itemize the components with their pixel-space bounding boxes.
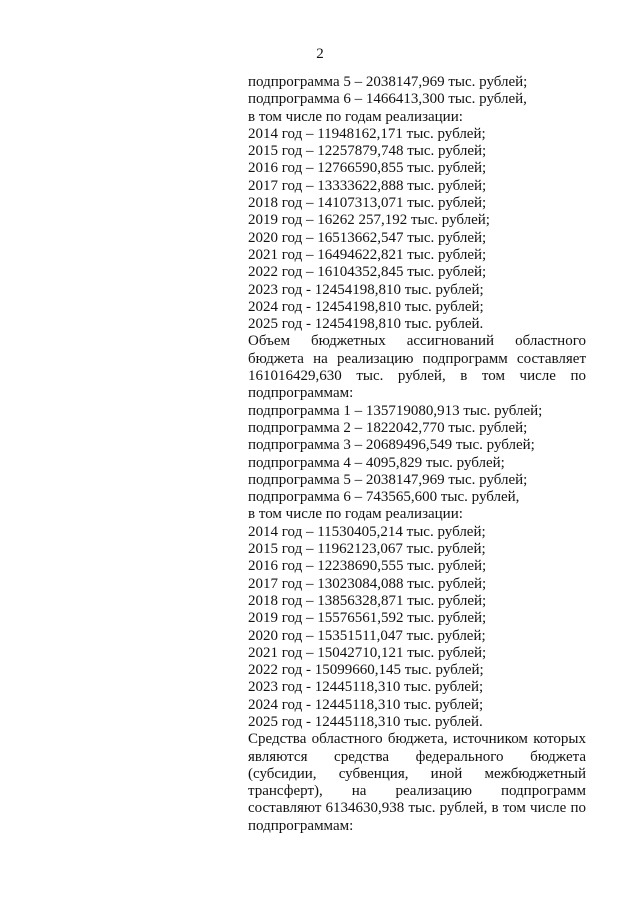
year-line: 2024 год - 12454198,810 тыс. рублей; — [248, 298, 484, 315]
year-line: 2017 год – 13023084,088 тыс. рублей; — [248, 575, 487, 592]
year-line: 2022 год – 16104352,845 тыс. рублей; — [248, 264, 487, 281]
year-line: 2025 год - 12445118,310 тыс. рублей. — [248, 713, 483, 730]
year-line: 2021 год – 15042710,121 тыс. рублей; — [248, 644, 487, 661]
year-line: 2014 год – 11530405,214 тыс. рублей; — [248, 523, 486, 540]
paragraph-line: подпрограммам: — [248, 817, 354, 834]
year-line: 2023 год - 12454198,810 тыс. рублей; — [248, 281, 484, 298]
paragraph-line: являются средства федерального бюджета — [248, 748, 586, 765]
year-line: 2024 год - 12445118,310 тыс. рублей; — [248, 696, 484, 713]
subprogram-line: подпрограмма 6 – 743565,600 тыс. рублей, — [248, 489, 520, 506]
subprogram-line: подпрограмма 4 – 4095,829 тыс. рублей; — [248, 454, 505, 471]
year-line: 2014 год – 11948162,171 тыс. рублей; — [248, 125, 486, 142]
year-line: 2022 год - 15099660,145 тыс. рублей; — [248, 662, 484, 679]
year-line: 2016 год – 12238690,555 тыс. рублей; — [248, 558, 487, 575]
text-line: подпрограмма 5 – 2038147,969 тыс. рублей; — [248, 74, 528, 90]
paragraph-line: Объем бюджетных ассигнований областного — [248, 333, 586, 350]
paragraph-line: (субсидии, субвенция, иной межбюджетный — [248, 765, 586, 782]
paragraph-line: составляют 6134630,938 тыс. рублей, в том числе по — [248, 800, 586, 817]
year-line: 2015 год – 11962123,067 тыс. рублей; — [248, 541, 486, 558]
subprogram-line: подпрограмма 5 – 2038147,969 тыс. рублей; — [248, 471, 528, 488]
text-line: в том числе по годам реализации: — [248, 506, 463, 523]
year-line: 2020 год – 16513662,547 тыс. рублей; — [248, 229, 487, 246]
year-line: 2017 год – 13333622,888 тыс. рублей; — [248, 177, 487, 194]
federal-funds-paragraph — [248, 731, 586, 835]
paragraph-line: Средства областного бюджета, источником которых — [248, 731, 586, 748]
paragraph-line: трансферт), на реализацию подпрограмм — [248, 783, 586, 800]
paragraph-line: подпрограммам: — [248, 385, 354, 402]
budget-paragraph — [248, 333, 586, 402]
year-line: 2019 год – 16262 257,192 тыс. рублей; — [248, 212, 490, 229]
year-line: 2015 год – 12257879,748 тыс. рублей; — [248, 143, 487, 160]
paragraph-line: 161016429,630 тыс. рублей, в том числе по — [248, 368, 586, 385]
subprogram-line: подпрограмма 1 – 135719080,913 тыс. рублей; — [248, 402, 543, 419]
year-line: 2020 год – 15351511,047 тыс. рублей; — [248, 627, 486, 644]
paragraph-line: бюджета на реализацию подпрограмм составляет — [248, 350, 586, 367]
subprogram-line: подпрограмма 3 – 20689496,549 тыс. рублей; — [248, 437, 535, 454]
text-line: в том числе по годам реализации: — [248, 108, 463, 125]
year-line: 2021 год – 16494622,821 тыс. рублей; — [248, 246, 487, 263]
text-line: подпрограмма 6 – 1466413,300 тыс. рублей, — [248, 91, 527, 108]
year-line: 2019 год – 15576561,592 тыс. рублей; — [248, 610, 487, 627]
document-body — [248, 74, 586, 835]
year-line: 2018 год – 14107313,071 тыс. рублей; — [248, 195, 487, 212]
year-line: 2018 год – 13856328,871 тыс. рублей; — [248, 592, 487, 609]
year-line: 2025 год - 12454198,810 тыс. рублей. — [248, 316, 484, 333]
page-number: 2 — [316, 46, 324, 62]
subprogram-line: подпрограмма 2 – 1822042,770 тыс. рублей; — [248, 419, 528, 436]
year-line: 2023 год - 12445118,310 тыс. рублей; — [248, 679, 484, 696]
year-line: 2016 год – 12766590,855 тыс. рублей; — [248, 160, 487, 177]
